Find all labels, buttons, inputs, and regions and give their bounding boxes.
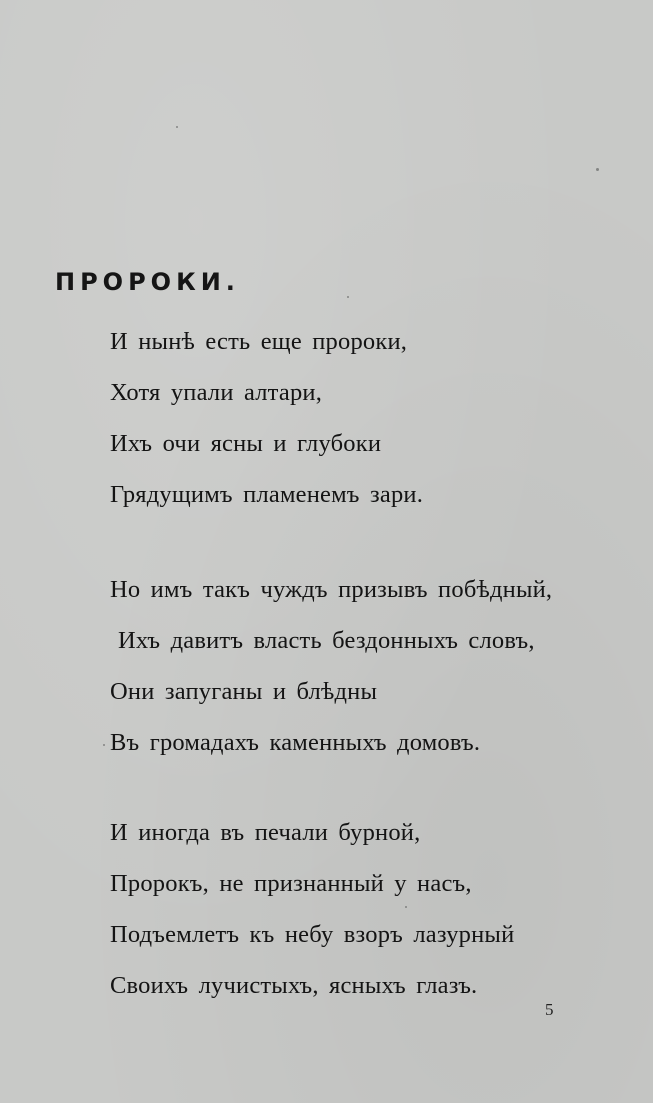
poem-line: Въ громадахъ каменныхъ домовъ. [110,729,481,756]
poem-line: Ихъ давитъ власть бездонныхъ словъ, [118,627,535,654]
paper-speck [103,744,105,746]
paper-speck [405,906,407,908]
page-number: 5 [545,1000,554,1019]
poem-line: Они запуганы и блѣдны [110,678,378,705]
paper-speck [176,126,178,128]
poem-line: И иногда въ печали бурной, [110,819,421,846]
poem-line: Хотя упали алтари, [110,379,323,406]
poem-line: Своихъ лучистыхъ, ясныхъ глазъ. [110,972,478,999]
paper-speck [596,168,599,171]
poem-line: И нынѣ есть еще пророки, [110,328,408,355]
poem-line: Грядущимъ пламенемъ зари. [110,481,424,508]
poem-title: ПРОРОКИ. [55,268,240,296]
paper-speck [347,296,349,298]
poem-line: Ихъ очи ясны и глубоки [110,430,382,457]
poem-line: Пророкъ, не признанный у насъ, [110,870,472,897]
poem-line: Подъемлетъ къ небу взоръ лазурный [110,921,515,948]
poem-line: Но имъ такъ чуждъ призывъ побѣдный, [110,576,553,603]
